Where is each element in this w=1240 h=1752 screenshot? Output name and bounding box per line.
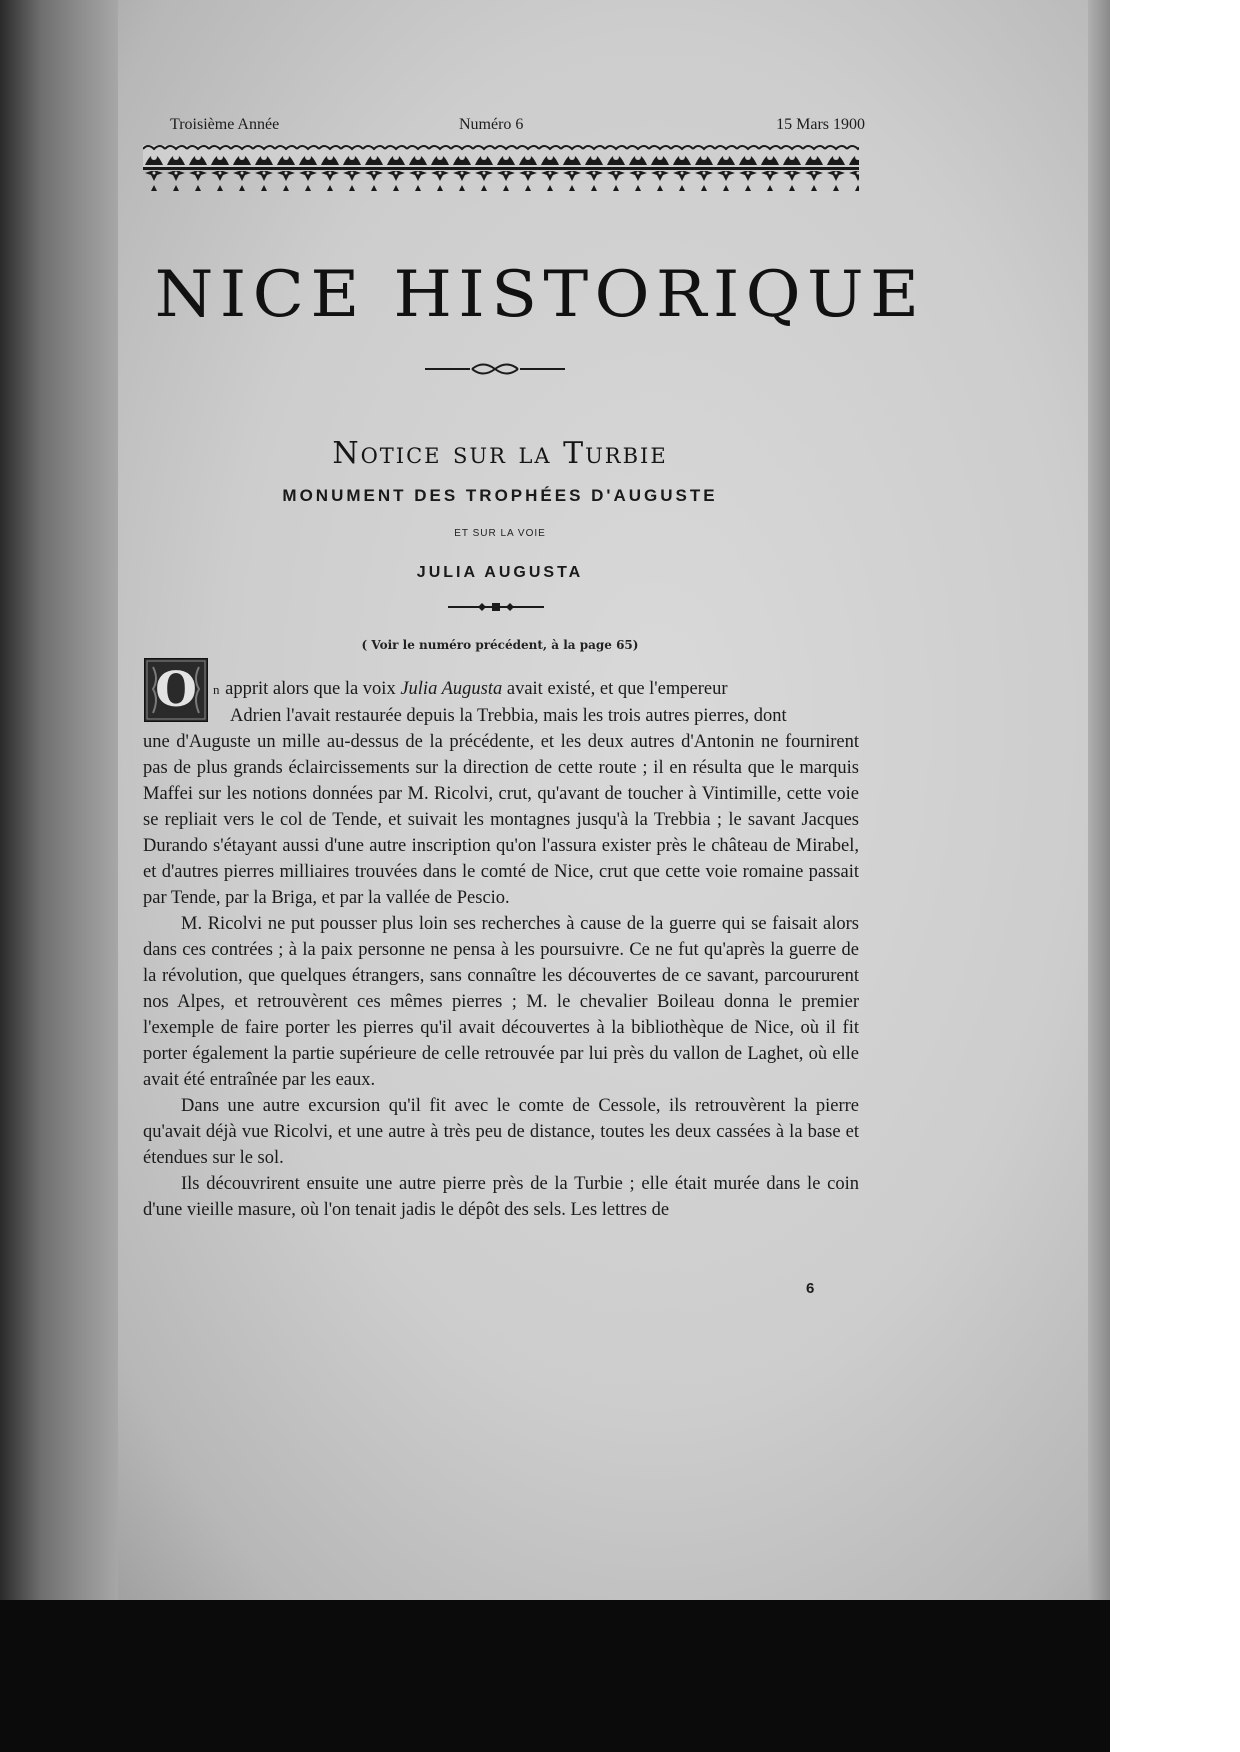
paragraph-3: Dans une autre excursion qu'il fit avec le comte de Cessole, ils retrouvèrent la pierre qu'avait déjà vue Ricolvi, et une autre à très peu de distance, toutes les deux cassées à la base et étendues sur le sol. bbox=[143, 1096, 859, 1168]
decorative-frieze bbox=[143, 143, 859, 191]
title-ornament bbox=[425, 360, 565, 378]
p1-italic-road: Julia Augusta bbox=[400, 679, 503, 699]
article-subtitle-connector: ET SUR LA VOIE bbox=[454, 528, 546, 539]
header-issue: Numéro 6 bbox=[459, 116, 524, 133]
paragraph-1 bbox=[143, 676, 859, 911]
p1-text-rest: une d'Auguste un mille au-dessus de la précédente, et les deux autres d'Antonin ne fournirent pas de plus grands éclaircissements sur la direction de cette route ; il en résulta que le marquis Maffei sur les notions données par M. Ricolvi, crut, qu'avant de toucher à Vintimille, cette voie se repliait vers le col de Tende, et suivait les montagnes jusqu'à la Trebbia ; le savant Jacques Durando s'étayant aussi d'une autre inscription qu'on l'assura exister près le château de Mirabel, et d'autres pierres milliaires trouvées dans le comté de Nice, crut que cette voie romaine passait par Tende, par la Briga, et par la vallée de Pescio. bbox=[143, 732, 859, 908]
dropcap-letter: O bbox=[155, 662, 197, 718]
journal-masthead: NICE HISTORIQUE bbox=[154, 258, 926, 332]
article-subtitle-road: JULIA AUGUSTA bbox=[416, 564, 584, 581]
article-title: Notice sur la Turbie bbox=[332, 436, 668, 471]
dropcap-rest bbox=[143, 679, 221, 699]
paragraph-2: M. Ricolvi ne put pousser plus loin ses recherches à cause de la guerre qui se faisait alors dans ces contrées ; à la paix personne ne pensa à les poursuivre. Ce ne fut qu'après la guerre de la révolution, que quelques étrangers, sans connaître les découvertes de ce savant, parcoururent nos Alpes, et retrouvèrent ces mêmes pierres ; M. le chevalier Boileau donna le premier l'exemple de faire porter les pierres qu'il avait découvertes à la bibliothèque de Nice, où il fit porter également la partie supérieure de celle retrouvée par lui près du vallon de Laghet, où elle avait été entraînée par les eaux. bbox=[143, 914, 859, 1090]
p1-text-b: avait existé, et que l'empereur bbox=[506, 679, 728, 699]
p1-text-a: apprit alors que la voix bbox=[225, 679, 396, 699]
article-body bbox=[143, 676, 859, 1223]
header-date: 15 Mars 1900 bbox=[776, 116, 865, 133]
header-year: Troisième Année bbox=[170, 116, 280, 133]
section-ornament bbox=[448, 600, 544, 614]
book-spine bbox=[0, 0, 118, 1600]
page-edge bbox=[1088, 0, 1110, 1600]
continuation-note: ( Voir le numéro précédent, à la page 65) bbox=[361, 638, 639, 652]
dropcap-rest-letter: n bbox=[213, 682, 221, 697]
paragraph-4: Ils découvrirent ensuite une autre pierre près de la Turbie ; elle était murée dans le coin d'une vieille masure, où l'on tenait jadis le dépôt des sels. Les lettres de bbox=[143, 1174, 859, 1220]
running-header bbox=[170, 116, 865, 140]
p1-text-line2: Adrien l'avait restaurée depuis la Trebbia, mais les trois autres pierres, dont bbox=[230, 706, 787, 726]
page-number: 6 bbox=[806, 1280, 815, 1297]
article-subtitle: MONUMENT DES TROPHÉES D'AUGUSTE bbox=[282, 486, 718, 505]
